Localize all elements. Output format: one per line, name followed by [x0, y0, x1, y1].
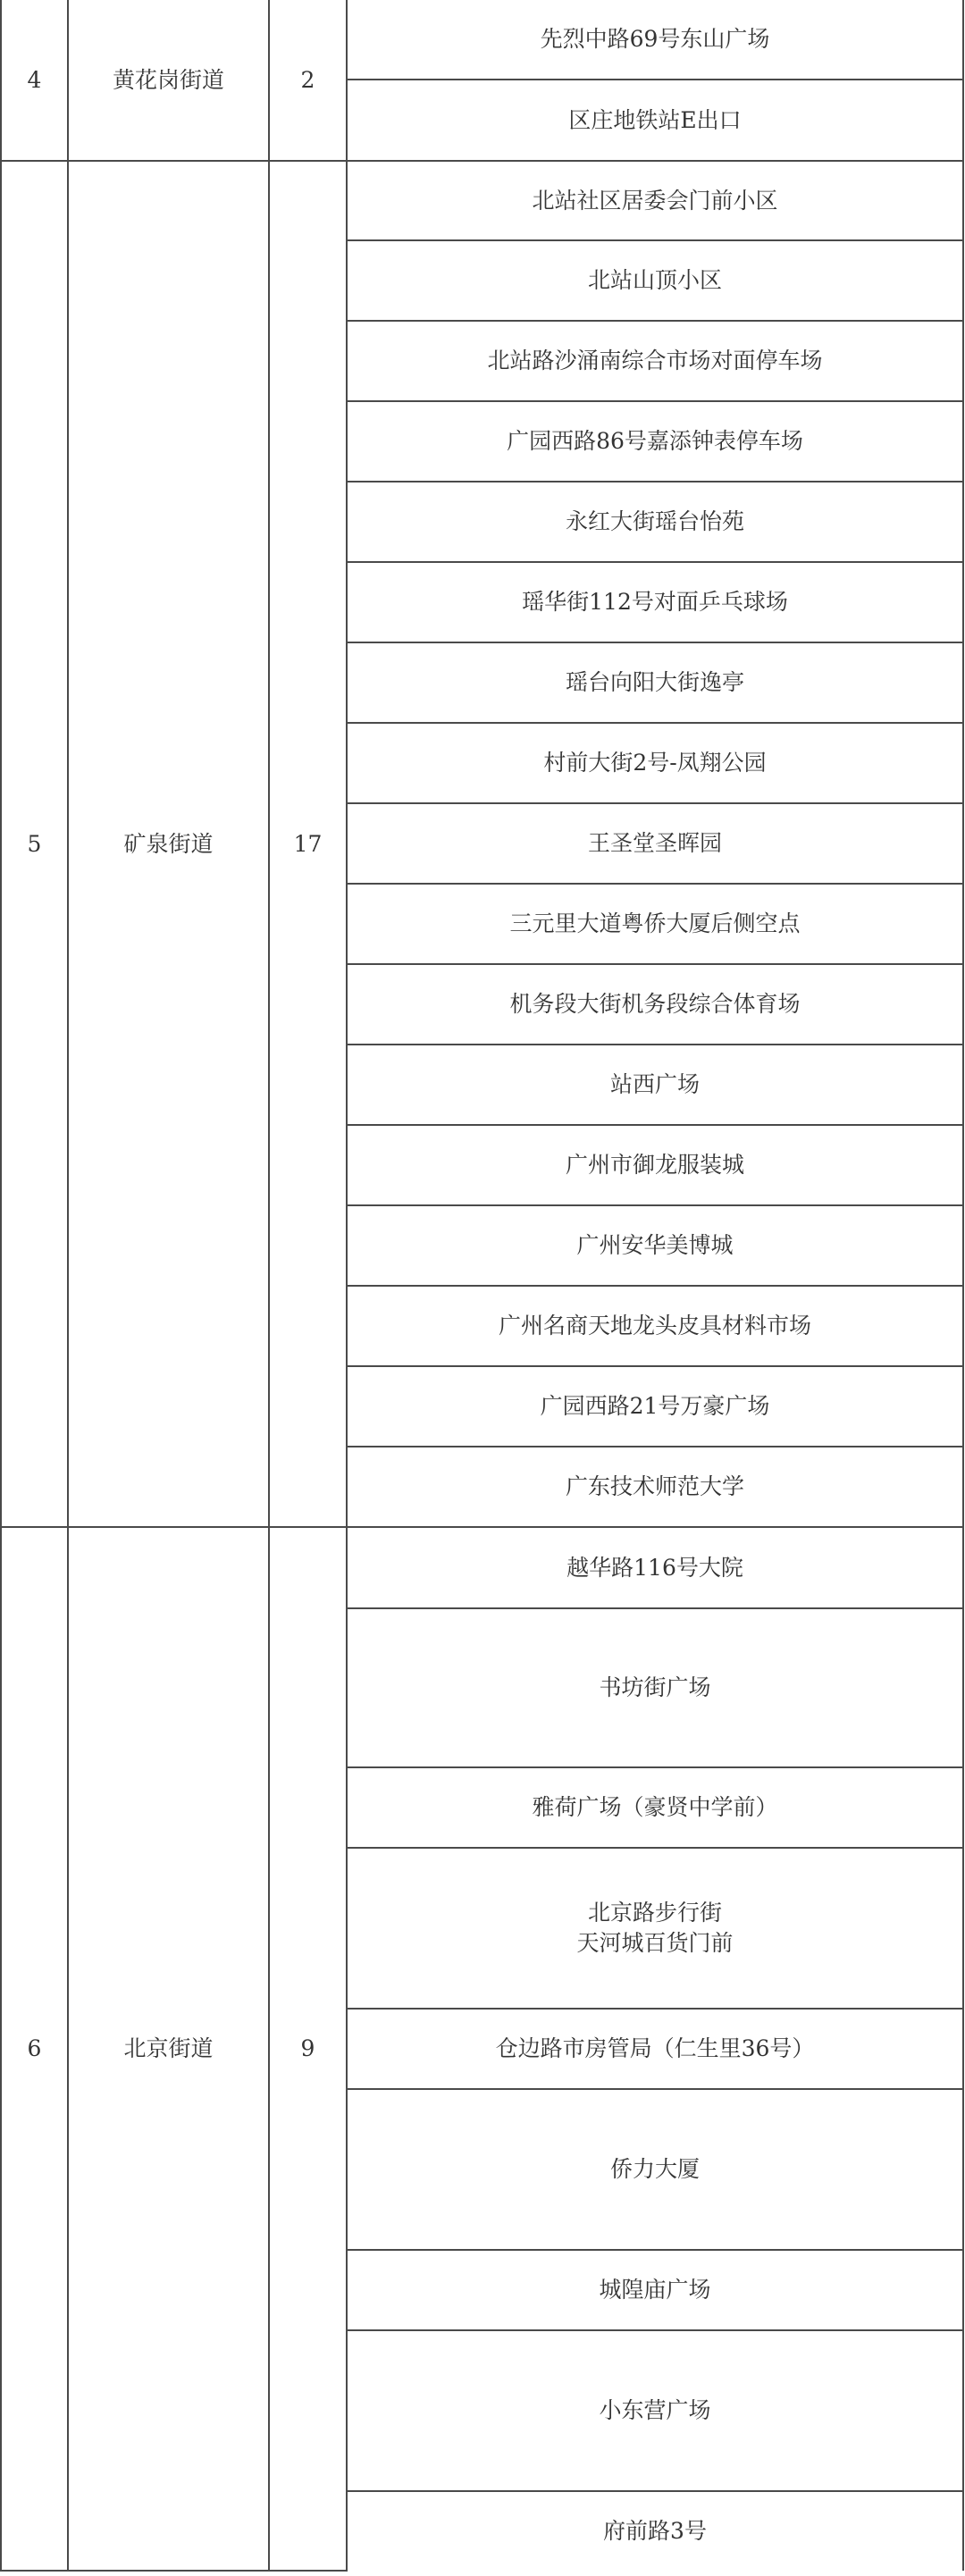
location-text: 雅荷广场（豪贤中学前）	[532, 1794, 778, 1820]
location-cell	[347, 562, 963, 642]
location-text: 瑶台向阳大街逸亭	[565, 669, 744, 695]
location-cell	[347, 1767, 963, 1848]
location-cell	[347, 723, 963, 803]
location-text: 天河城百货门前	[576, 1930, 734, 1956]
location-cell	[347, 1125, 963, 1205]
location-text: 区庄地铁站E出口	[568, 106, 742, 133]
location-text: 越华路116号大院	[566, 1554, 743, 1581]
location-text: 王圣堂圣晖园	[587, 830, 722, 856]
location-cell	[347, 2009, 963, 2089]
location-cell	[347, 0, 963, 80]
row-number-cell: 5	[1, 161, 68, 1527]
location-cell	[347, 2089, 963, 2250]
location-text: 机务段大街机务段综合体育场	[509, 991, 801, 1017]
location-text: 府前路3号	[603, 2518, 707, 2544]
row-number-cell: 4	[1, 0, 68, 161]
location-text: 小东营广场	[599, 2397, 711, 2423]
location-text: 永红大街瑶台怡苑	[565, 508, 744, 534]
location-text: 北站山顶小区	[587, 267, 722, 293]
location-cell	[347, 2491, 963, 2571]
location-text: 广东技术师范大学	[565, 1473, 744, 1499]
location-cell	[347, 964, 963, 1045]
location-text: 侨力大厦	[609, 2156, 700, 2182]
location-text: 广园西路86号嘉添钟表停车场	[507, 428, 803, 454]
location-cell	[347, 803, 963, 884]
location-text: 北京路步行街	[587, 1900, 722, 1926]
location-text: 村前大街2号-凤翔公园	[543, 750, 767, 776]
location-text: 广园西路21号万豪广场	[540, 1393, 770, 1419]
location-cell	[347, 642, 963, 723]
table-row	[1, 0, 963, 80]
location-cell	[347, 1608, 963, 1767]
location-text: 城隍庙广场	[599, 2277, 711, 2303]
location-text: 书坊街广场	[599, 1674, 711, 1700]
site-count-cell: 9	[269, 1527, 347, 2571]
location-text: 北站路沙涌南综合市场对面停车场	[487, 348, 823, 373]
location-text: 北站社区居委会门前小区	[532, 187, 778, 214]
location-cell	[347, 1366, 963, 1447]
location-text: 先烈中路69号东山广场	[540, 26, 770, 52]
location-text: 仓边路市房管局（仁生里36号）	[495, 2035, 815, 2061]
location-text: 瑶华街112号对面乒乓球场	[522, 589, 788, 615]
location-cell	[347, 2250, 963, 2330]
location-cell	[347, 321, 963, 401]
location-text: 三元里大道粤侨大厦后侧空点	[509, 910, 801, 936]
location-cell	[347, 80, 963, 161]
location-cell	[347, 1447, 963, 1527]
location-cell	[347, 240, 963, 321]
location-cell	[347, 884, 963, 964]
location-cell	[347, 1527, 963, 1608]
location-cell	[347, 1286, 963, 1366]
location-cell	[347, 1848, 963, 2009]
location-text: 广州安华美博城	[576, 1232, 734, 1258]
location-cell	[347, 401, 963, 482]
location-cell	[347, 1045, 963, 1125]
site-count-cell: 17	[269, 161, 347, 1527]
location-text: 广州市御龙服装城	[565, 1152, 744, 1178]
location-cell	[347, 161, 963, 240]
table-row	[1, 161, 963, 240]
location-cell	[347, 482, 963, 562]
location-text: 站西广场	[609, 1071, 700, 1097]
location-cell	[347, 1205, 963, 1286]
street-name-cell: 北京街道	[68, 1527, 269, 2571]
site-count-cell: 2	[269, 0, 347, 161]
street-name-cell: 矿泉街道	[68, 161, 269, 1527]
location-table-body	[1, 0, 963, 2571]
street-name-cell: 黄花岗街道	[68, 0, 269, 161]
table-row	[1, 1527, 963, 1608]
location-text: 广州名商天地龙头皮具材料市场	[498, 1313, 811, 1338]
location-cell	[347, 2330, 963, 2491]
row-number-cell: 6	[1, 1527, 68, 2571]
